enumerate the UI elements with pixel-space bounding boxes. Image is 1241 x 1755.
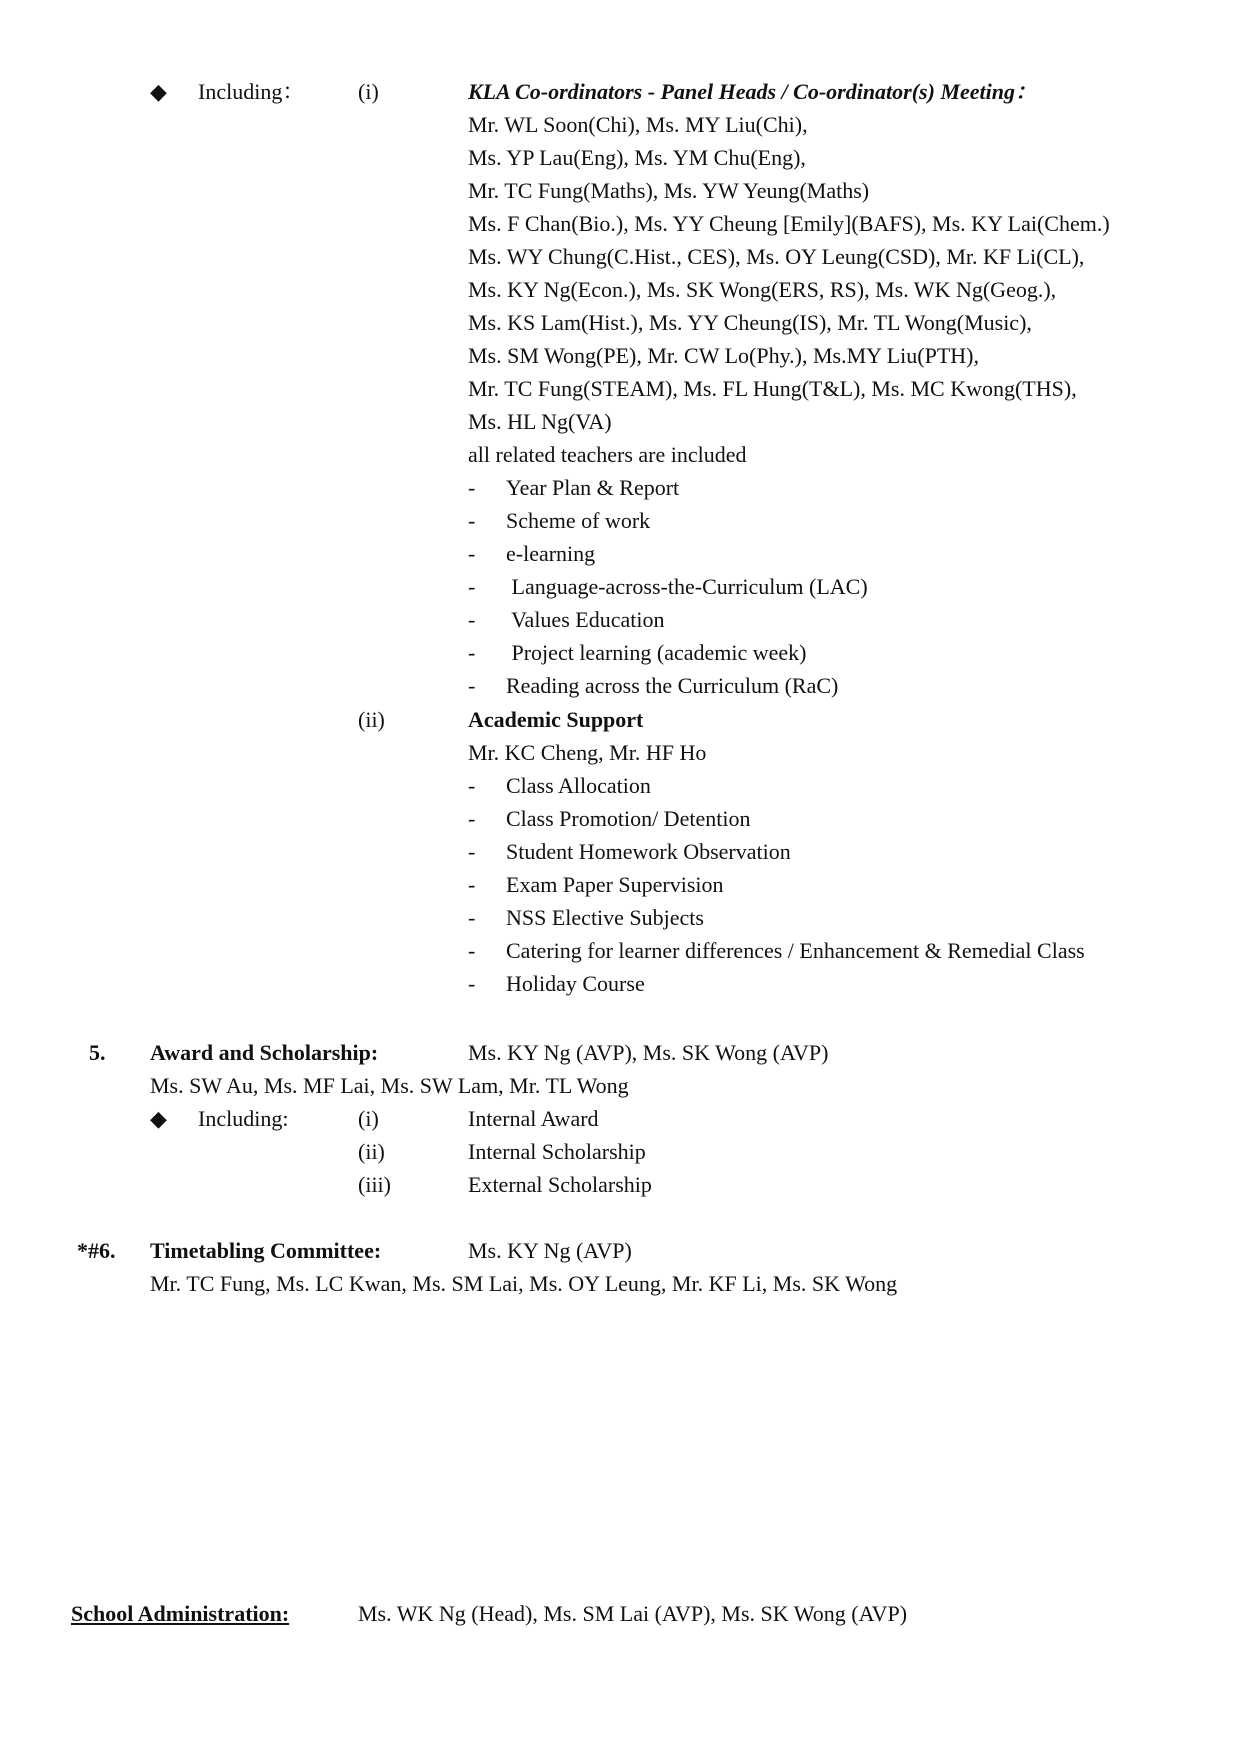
kla-member-line: Mr. WL Soon(Chi), Ms. MY Liu(Chi), — [468, 112, 808, 137]
school-administration-members: Ms. WK Ng (Head), Ms. SM Lai (AVP), Ms. SK Wong (AVP) — [358, 1601, 908, 1626]
roman-numeral-ii: (ii) — [358, 707, 385, 732]
list-item: Internal Scholarship — [468, 1139, 646, 1164]
list-item: - Exam Paper Supervision — [468, 872, 724, 897]
timetabling-section-title: Timetabling Committee: — [150, 1238, 382, 1263]
list-item: - Project learning (academic week) — [468, 640, 807, 665]
roman-numeral: (i) — [358, 1106, 379, 1131]
kla-member-line: Mr. TC Fung(STEAM), Ms. FL Hung(T&L), Ms. MC Kwong(THS), — [468, 376, 1077, 401]
roman-numeral-i: (i) — [358, 79, 379, 104]
academic-support-members: Mr. KC Cheng, Mr. HF Ho — [468, 740, 707, 765]
list-item: Internal Award — [468, 1106, 599, 1131]
section-number: *#6. — [77, 1238, 116, 1263]
list-item: - Holiday Course — [468, 971, 645, 996]
including-label: Including: — [198, 1106, 289, 1131]
academic-support-title: Academic Support — [468, 707, 644, 732]
award-heads: Ms. KY Ng (AVP), Ms. SK Wong (AVP) — [468, 1040, 829, 1065]
roman-numeral: (iii) — [358, 1172, 391, 1197]
list-item: - e-learning — [468, 541, 596, 566]
list-item: - Class Allocation — [468, 773, 651, 798]
award-section-title: Award and Scholarship: — [150, 1040, 379, 1065]
kla-member-line: Ms. F Chan(Bio.), Ms. YY Cheung [Emily](BAFS), Ms. KY Lai(Chem.) — [468, 211, 1110, 236]
list-item: - Scheme of work — [468, 508, 651, 533]
list-item: - Student Homework Observation — [468, 839, 791, 864]
timetabling-heads: Ms. KY Ng (AVP) — [468, 1238, 632, 1263]
roman-numeral: (ii) — [358, 1139, 385, 1164]
kla-member-line: Ms. KS Lam(Hist.), Ms. YY Cheung(IS), Mr. TL Wong(Music), — [468, 310, 1032, 335]
bullet-diamond-icon: ◆ — [150, 79, 167, 104]
timetabling-members: Mr. TC Fung, Ms. LC Kwan, Ms. SM Lai, Ms. OY Leung, Mr. KF Li, Ms. SK Wong — [150, 1271, 898, 1296]
section-number: 5. — [89, 1040, 106, 1065]
list-item: - Reading across the Curriculum (RaC) — [468, 673, 839, 698]
kla-member-line: all related teachers are included — [468, 442, 747, 467]
kla-member-line: Ms. HL Ng(VA) — [468, 409, 612, 434]
kla-meeting-title: KLA Co-ordinators - Panel Heads / Co-ordinator(s) Meeting： — [468, 79, 1037, 104]
including-label: Including： — [198, 79, 305, 104]
kla-member-line: Ms. KY Ng(Econ.), Ms. SK Wong(ERS, RS), Ms. WK Ng(Geog.), — [468, 277, 1057, 302]
school-administration-title: School Administration: — [71, 1601, 290, 1626]
list-item: - Year Plan & Report — [468, 475, 680, 500]
list-item: External Scholarship — [468, 1172, 652, 1197]
award-members: Ms. SW Au, Ms. MF Lai, Ms. SW Lam, Mr. TL Wong — [150, 1073, 629, 1098]
kla-member-line: Ms. YP Lau(Eng), Ms. YM Chu(Eng), — [468, 145, 806, 170]
list-item: - NSS Elective Subjects — [468, 905, 704, 930]
kla-member-line: Ms. SM Wong(PE), Mr. CW Lo(Phy.), Ms.MY Liu(PTH), — [468, 343, 979, 368]
bullet-diamond-icon: ◆ — [150, 1106, 167, 1131]
kla-member-line: Ms. WY Chung(C.Hist., CES), Ms. OY Leung(CSD), Mr. KF Li(CL), — [468, 244, 1085, 269]
list-item: - Language-across-the-Curriculum (LAC) — [468, 574, 868, 599]
kla-member-line: Mr. TC Fung(Maths), Ms. YW Yeung(Maths) — [468, 178, 870, 203]
list-item: - Class Promotion/ Detention — [468, 806, 751, 831]
list-item: - Catering for learner differences / Enhancement & Remedial Class — [468, 938, 1085, 963]
list-item: - Values Education — [468, 607, 665, 632]
